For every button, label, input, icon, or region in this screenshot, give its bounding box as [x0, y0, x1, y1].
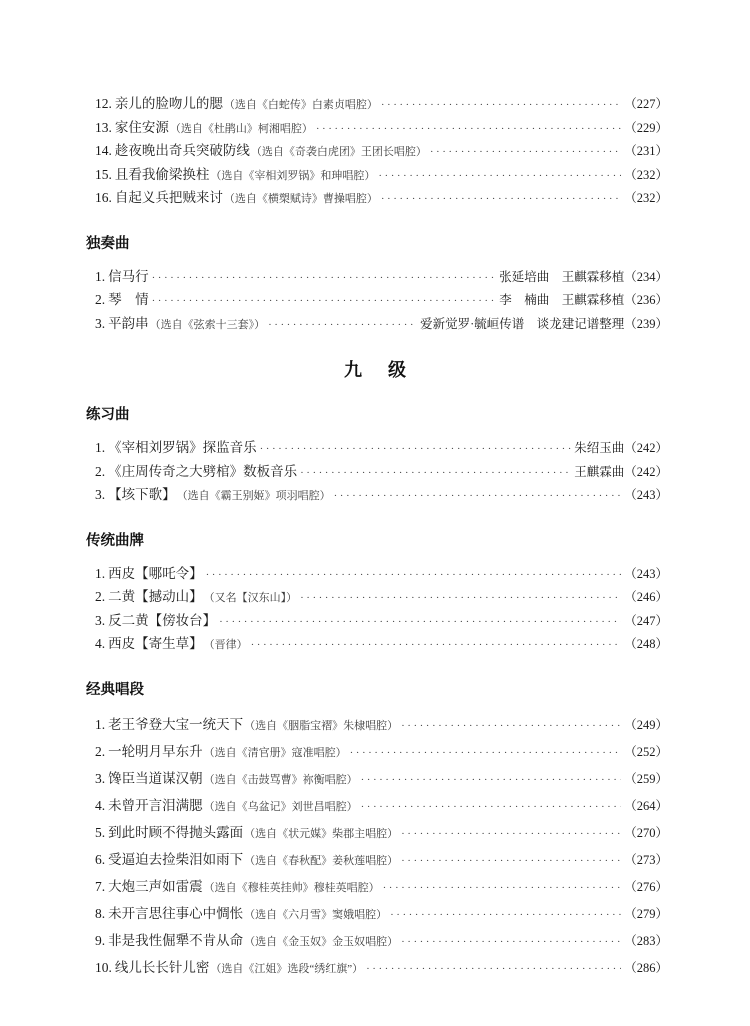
entry-title: 且看我偷梁换柱: [114, 166, 210, 182]
toc-entry: [95, 312, 668, 336]
toc-entry: [95, 765, 668, 792]
entry-note: （选自《春秋配》姜秋莲唱腔）: [244, 854, 399, 867]
toc-entry: [95, 562, 668, 586]
entry-title: 琴 情: [108, 292, 149, 307]
dotted-leader: [401, 848, 621, 875]
toc-entry: [95, 585, 668, 609]
entry-page: （242）: [624, 441, 668, 455]
entry-page: （276）: [624, 879, 668, 894]
entry-title: 反二黄【傍妆台】: [108, 612, 217, 628]
dotted-leader: [366, 956, 621, 983]
dotted-leader: [378, 165, 621, 189]
entry-title: 未开言思往事心中惆怅: [108, 905, 244, 921]
entry-list: [86, 92, 668, 210]
entry-note: （选自《杜鹃山》柯湘唱腔）: [169, 122, 313, 135]
section-heading: 练习曲: [86, 407, 130, 423]
dotted-leader: [206, 564, 622, 588]
entry-title: 受逼迫去捡柴泪如雨下: [108, 851, 244, 867]
entry-attribution: 张延培曲 王麒霖移植: [499, 269, 625, 284]
entry-title: 平韵串: [108, 315, 149, 331]
entry-title: 家住安源: [114, 119, 169, 135]
entry-number: 8.: [95, 905, 106, 921]
toc-section: [86, 407, 668, 507]
entry-page: （243）: [624, 566, 668, 581]
entry-list: [86, 562, 668, 656]
entry-page: （239）: [624, 316, 668, 331]
entry-number: 1.: [95, 440, 106, 455]
dotted-leader: [316, 118, 621, 142]
dotted-leader: [268, 314, 417, 338]
toc-entry: [95, 288, 668, 312]
entry-number: 13.: [95, 119, 112, 135]
toc-entry: [95, 609, 668, 633]
entry-title: 亲儿的脸吻儿的腮: [114, 96, 223, 111]
entry-page: （246）: [624, 590, 668, 604]
entry-number: 12.: [95, 96, 112, 111]
entry-title: 《庄周传奇之大劈棺》数板音乐: [108, 463, 298, 479]
toc-section: [86, 92, 668, 210]
entry-number: 4.: [95, 797, 106, 813]
entry-number: 16.: [95, 190, 112, 205]
dotted-leader: [381, 94, 621, 118]
entry-number: 2.: [95, 463, 106, 479]
entry-title: 一轮明月早东升: [108, 743, 203, 759]
section-heading: 传统曲牌: [86, 532, 144, 549]
entry-title: 趁夜晚出奇兵突破防线: [114, 143, 250, 158]
entry-list: [86, 265, 668, 336]
toc-content: [86, 92, 668, 981]
toc-entry: [95, 265, 668, 289]
entry-title: 西皮【哪吒令】: [108, 565, 203, 581]
entry-page: （232）: [624, 167, 668, 182]
dotted-leader: [401, 821, 621, 848]
entry-title: 信马行: [108, 268, 149, 284]
dotted-leader: [383, 875, 622, 902]
entry-attribution: 李 楠曲 王麒霖移植: [499, 293, 625, 307]
entry-note: （选自《奇袭白虎团》王团长唱腔）: [250, 146, 427, 158]
toc-entry: [95, 927, 668, 954]
toc-entry: [95, 846, 668, 873]
toc-entry: [95, 873, 668, 900]
entry-page: （279）: [624, 906, 668, 921]
entry-page: （242）: [624, 464, 668, 479]
toc-entry: [95, 632, 668, 656]
entry-note: （又名【汉东山】）: [203, 592, 298, 604]
entry-page: （259）: [624, 771, 668, 786]
entry-title: 线儿长长针儿密: [114, 959, 210, 975]
entry-number: 15.: [95, 166, 112, 182]
entry-number: 5.: [95, 824, 106, 840]
entry-note: （选自《清官册》寇准唱腔）: [203, 746, 347, 759]
entry-page: （273）: [624, 852, 668, 867]
entry-note: （选自《白蛇传》白素贞唱腔）: [223, 99, 378, 111]
entry-note: （选自《穆桂英挂帅》穆桂英唱腔）: [203, 881, 380, 894]
entry-note: （选自《乌盆记》刘世昌唱腔）: [203, 800, 358, 813]
entry-attribution: 朱绍玉曲: [574, 441, 625, 455]
entry-title: 大炮三声如雷震: [108, 878, 203, 894]
entry-title: 二黄【撼动山】: [108, 589, 203, 604]
entry-title: 西皮【寄生草】: [108, 636, 203, 651]
entry-title: 到此时顾不得抛头露面: [108, 824, 244, 840]
entry-note: （选自《横槊赋诗》曹操唱腔）: [223, 193, 378, 205]
entry-number: 1.: [95, 268, 106, 284]
dotted-leader: [361, 794, 622, 821]
dotted-leader: [381, 188, 621, 212]
toc-entry: [95, 738, 668, 765]
entry-page: （283）: [624, 933, 668, 948]
level-heading: 九 级: [344, 360, 410, 380]
entry-number: 7.: [95, 878, 106, 894]
entry-page: （232）: [624, 191, 668, 205]
dotted-leader: [401, 713, 621, 740]
dotted-leader: [430, 141, 621, 165]
toc-entry: [95, 436, 668, 460]
entry-page: （247）: [624, 613, 668, 628]
dotted-leader: [251, 634, 622, 658]
entry-attribution: 爱新觉罗·毓峘传谱 谈龙建记谱整理: [420, 316, 625, 331]
entry-page: （234）: [624, 269, 668, 284]
entry-number: 9.: [95, 932, 106, 948]
dotted-leader: [152, 290, 497, 314]
entry-note: （选自《江姐》选段“绣红旗”）: [210, 962, 364, 975]
entry-note: （选自《胭脂宝褶》朱棣唱腔）: [244, 719, 399, 732]
entry-page: （248）: [624, 637, 668, 651]
entry-note: （选自《状元媒》柴郡主唱腔）: [244, 827, 399, 840]
entry-page: （270）: [624, 825, 668, 840]
entry-title: 【垓下歌】: [108, 487, 176, 502]
entry-page: （264）: [624, 798, 668, 813]
toc-section: [86, 236, 668, 336]
dotted-leader: [260, 438, 572, 462]
dotted-leader: [300, 587, 621, 611]
entry-page: （249）: [624, 717, 668, 732]
entry-note: （晋律）: [203, 639, 248, 651]
entry-number: 2.: [95, 589, 106, 604]
dotted-leader: [219, 611, 621, 635]
entry-list: [86, 711, 668, 981]
toc-entry: [95, 92, 668, 116]
entry-note: （选自《金玉奴》金玉奴唱腔）: [244, 935, 399, 948]
entry-title: 馋臣当道谋汉朝: [108, 770, 203, 786]
section-heading: 独奏曲: [86, 235, 130, 252]
entry-list: [86, 436, 668, 507]
entry-page: （236）: [624, 293, 668, 307]
toc-entry: [95, 900, 668, 927]
entry-number: 1.: [95, 565, 106, 581]
entry-page: （231）: [624, 144, 668, 158]
entry-attribution: 王麒霖曲: [574, 464, 625, 479]
entry-title: 自起义兵把贼来讨: [114, 190, 223, 205]
dotted-leader: [334, 485, 622, 509]
dotted-leader: [350, 740, 622, 767]
entry-note: （选自《六月雪》窦娥唱腔）: [244, 908, 388, 921]
entry-page: （229）: [624, 120, 668, 135]
toc-entry: [95, 483, 668, 507]
toc-entry: [95, 139, 668, 163]
dotted-leader: [390, 902, 621, 929]
entry-title: 老王爷登大宝一统天下: [108, 716, 244, 732]
toc-entry: [95, 116, 668, 140]
toc-section: [86, 533, 668, 656]
toc-entry: [95, 163, 668, 187]
dotted-leader: [401, 929, 621, 956]
entry-number: 2.: [95, 292, 106, 307]
toc-entry: [95, 792, 668, 819]
entry-title: 《宰相刘罗锅》探监音乐: [108, 440, 257, 455]
toc-entry: [95, 186, 668, 210]
entry-number: 1.: [95, 716, 106, 732]
toc-entry: [95, 711, 668, 738]
entry-number: 2.: [95, 743, 106, 759]
entry-number: 3.: [95, 315, 106, 331]
toc-entry: [95, 460, 668, 484]
dotted-leader: [300, 462, 571, 486]
entry-number: 4.: [95, 636, 106, 651]
entry-title: 未曾开言泪满腮: [108, 797, 203, 813]
entry-page: （227）: [624, 97, 668, 111]
entry-page: （286）: [624, 960, 668, 975]
entry-page: （252）: [624, 744, 668, 759]
section-heading: 经典唱段: [86, 681, 144, 698]
dotted-leader: [152, 267, 497, 291]
entry-number: 6.: [95, 851, 106, 867]
entry-title: 非是我性倔犟不肯从命: [108, 932, 244, 948]
dotted-leader: [361, 767, 622, 794]
toc-entry: [95, 819, 668, 846]
entry-number: 10.: [95, 959, 112, 975]
entry-number: 14.: [95, 143, 112, 158]
entry-page: （243）: [624, 488, 668, 502]
entry-number: 3.: [95, 487, 106, 502]
entry-number: 3.: [95, 770, 106, 786]
entry-note: （选自《宰相刘罗锅》和珅唱腔）: [210, 169, 376, 182]
entry-note: （选自《弦索十三套》）: [149, 318, 266, 331]
toc-section: [86, 682, 668, 981]
toc-entry: [95, 954, 668, 981]
entry-note: （选自《击鼓骂曹》祢衡唱腔）: [203, 773, 358, 786]
entry-number: 3.: [95, 612, 106, 628]
entry-note: （选自《霸王别姬》项羽唱腔）: [176, 490, 331, 502]
